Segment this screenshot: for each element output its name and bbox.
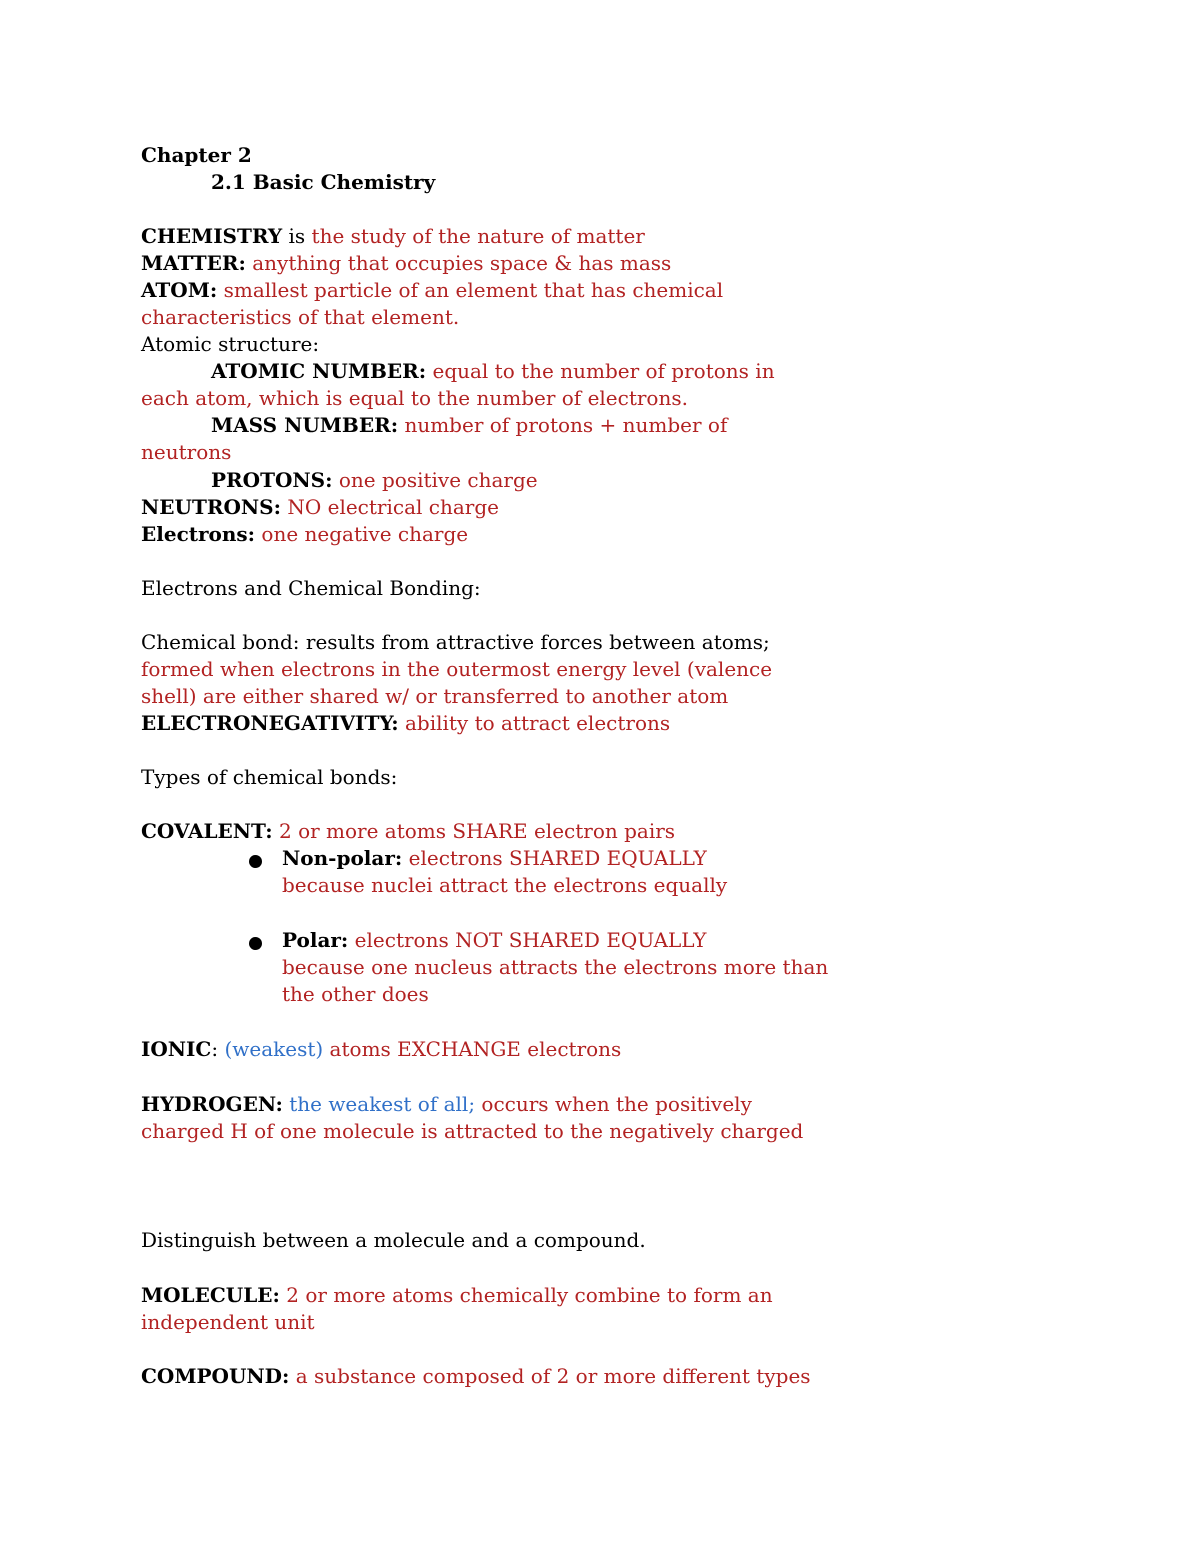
polar-text-line1: electrons NOT SHARED EQUALLY bbox=[348, 928, 707, 952]
molecule-text-line1: 2 or more atoms chemically combine to form an bbox=[279, 1283, 773, 1307]
atom-definition bbox=[141, 277, 723, 304]
electronegativity-term: ELECTRONEGATIVITY: bbox=[141, 711, 399, 735]
chemical-bond-line3: shell) are either shared w/ or transferred to another atom bbox=[141, 684, 729, 708]
protons-text: one positive charge bbox=[332, 468, 538, 492]
electrons-text: one negative charge bbox=[255, 522, 469, 546]
bonding-label: Electrons and Chemical Bonding: bbox=[141, 576, 481, 600]
molecule-definition bbox=[141, 1282, 773, 1309]
distinguish-question: Distinguish between a molecule and a compound. bbox=[141, 1228, 646, 1252]
atomic-number-definition bbox=[211, 358, 775, 385]
chemical-bond-line2: formed when electrons in the outermost energy level (valence bbox=[141, 657, 773, 681]
ionic-definition bbox=[141, 1036, 621, 1063]
electronegativity-definition bbox=[141, 710, 670, 737]
atomic-number-term: ATOMIC NUMBER: bbox=[211, 359, 427, 383]
nonpolar-definition bbox=[282, 845, 707, 872]
ionic-term: IONIC bbox=[141, 1037, 212, 1061]
covalent-term: COVALENT: bbox=[141, 819, 273, 843]
neutrons-definition bbox=[141, 494, 499, 521]
protons-definition bbox=[211, 467, 538, 494]
polar-text-line2: because one nucleus attracts the electrons more than bbox=[282, 955, 829, 979]
hydrogen-note: the weakest of all; bbox=[282, 1092, 476, 1116]
compound-text-line1: a substance composed of 2 or more different types bbox=[289, 1364, 811, 1388]
ionic-text: atoms EXCHANGE electrons bbox=[323, 1037, 622, 1061]
neutrons-text: NO electrical charge bbox=[281, 495, 499, 519]
protons-term: PROTONS: bbox=[211, 468, 333, 492]
mass-number-text-line2: neutrons bbox=[141, 440, 232, 464]
chemistry-term: CHEMISTRY bbox=[141, 224, 283, 248]
polar-definition bbox=[282, 927, 707, 954]
chemistry-text: the study of the nature of matter bbox=[311, 224, 645, 248]
electronegativity-text: ability to attract electrons bbox=[398, 711, 671, 735]
electrons-term: Electrons: bbox=[141, 522, 256, 546]
hydrogen-term: HYDROGEN: bbox=[141, 1092, 283, 1116]
covalent-text: 2 or more atoms SHARE electron pairs bbox=[272, 819, 676, 843]
matter-definition bbox=[141, 250, 671, 277]
mass-number-term: MASS NUMBER: bbox=[211, 413, 399, 437]
chemistry-connector: is bbox=[282, 224, 312, 248]
nonpolar-text-line1: electrons SHARED EQUALLY bbox=[402, 846, 707, 870]
compound-term: COMPOUND: bbox=[141, 1364, 290, 1388]
bond-types-label: Types of chemical bonds: bbox=[141, 765, 398, 789]
atomic-number-text-line2: each atom, which is equal to the number of electrons. bbox=[141, 386, 688, 410]
hydrogen-text-line1: occurs when the positively bbox=[475, 1092, 752, 1116]
compound-definition bbox=[141, 1363, 811, 1390]
nonpolar-bullet bbox=[249, 855, 262, 868]
nonpolar-term: Non-polar: bbox=[282, 846, 403, 870]
polar-term: Polar: bbox=[282, 928, 349, 952]
section-title: 2.1 Basic Chemistry bbox=[211, 170, 436, 194]
chemistry-definition bbox=[141, 223, 645, 250]
electrons-definition bbox=[141, 521, 468, 548]
chemical-bond-line1: Chemical bond: results from attractive forces between atoms; bbox=[141, 630, 770, 654]
ionic-colon: : bbox=[211, 1037, 225, 1061]
atom-text-line1: smallest particle of an element that has chemical bbox=[217, 278, 724, 302]
polar-text-line3: the other does bbox=[282, 982, 429, 1006]
molecule-text-line2: independent unit bbox=[141, 1310, 315, 1334]
matter-text: anything that occupies space & has mass bbox=[245, 251, 672, 275]
atom-text-line2: characteristics of that element. bbox=[141, 305, 460, 329]
atomic-structure-label: Atomic structure: bbox=[141, 332, 320, 356]
neutrons-term: NEUTRONS: bbox=[141, 495, 281, 519]
matter-term: MATTER: bbox=[141, 251, 246, 275]
chapter-title: Chapter 2 bbox=[141, 143, 252, 167]
hydrogen-text-line2: charged H of one molecule is attracted to the negatively charged bbox=[141, 1119, 804, 1143]
mass-number-definition bbox=[211, 412, 727, 439]
atomic-number-text-line1: equal to the number of protons in bbox=[426, 359, 775, 383]
atom-term: ATOM: bbox=[141, 278, 218, 302]
covalent-definition bbox=[141, 818, 675, 845]
polar-bullet bbox=[249, 937, 262, 950]
nonpolar-text-line2: because nuclei attract the electrons equally bbox=[282, 873, 728, 897]
mass-number-text-line1: number of protons + number of bbox=[398, 413, 728, 437]
molecule-term: MOLECULE: bbox=[141, 1283, 280, 1307]
ionic-note: (weakest) bbox=[224, 1037, 324, 1061]
hydrogen-definition bbox=[141, 1091, 752, 1118]
